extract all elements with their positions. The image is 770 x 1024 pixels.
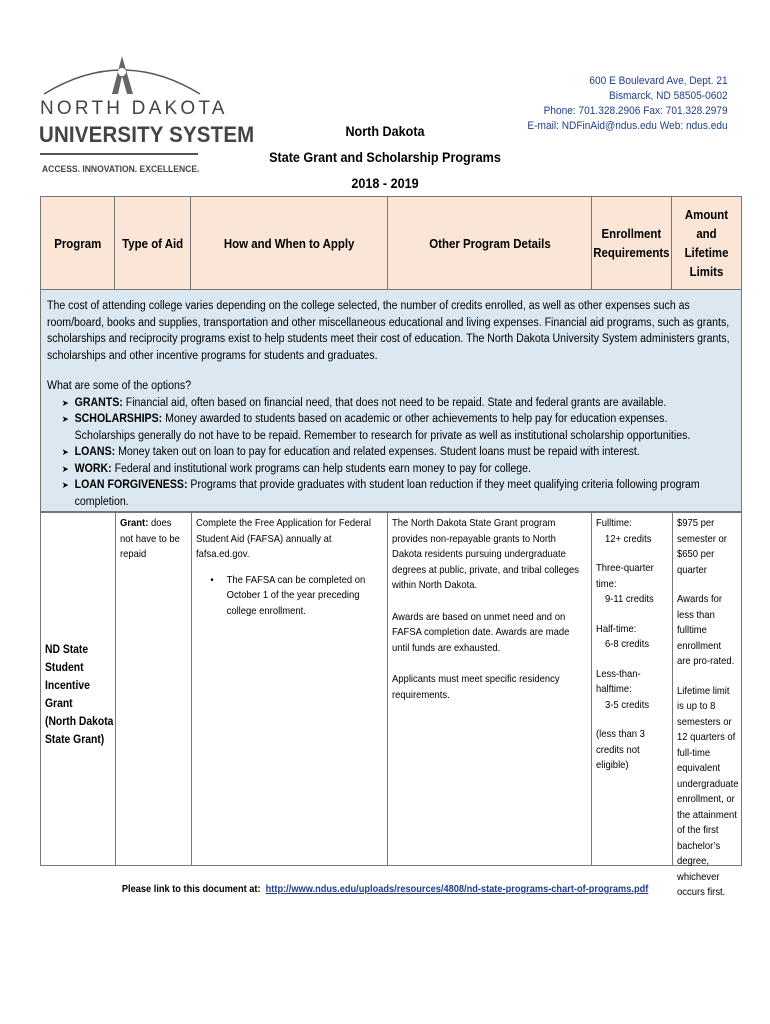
logo-divider xyxy=(40,153,198,155)
arrow-bullet-icon: ➤ xyxy=(61,480,69,490)
amount-cell: $975 per semester or $650 per quarter Awards for less than fulltime enrollment are pro-rated. Lifetime limit is up to 8 semesters or 12 quarters of full-time equivalent undergraduate enrollment, or the attainment of the first bachelor’s degree, whichever occurs first. xyxy=(677,517,739,898)
header-enrollment: Enrollment Requirements xyxy=(592,197,672,289)
title-line-3: 2018 - 2019 xyxy=(351,175,419,191)
list-item: ➤ LOANS: Money taken out on loan to pay for education and related expenses. Student loans must be repaid with interest. xyxy=(62,444,720,461)
arrow-bullet-icon: ➤ xyxy=(61,447,69,457)
title-line-2: State Grant and Scholarship Programs xyxy=(269,149,501,165)
apply-bullet: • The FAFSA can be completed on October 1 of the year preceding college enrollment. xyxy=(210,573,366,617)
header-other-details: Other Program Details xyxy=(388,197,592,289)
header-how-to-apply: How and When to Apply xyxy=(191,197,388,289)
logo-emblem-icon xyxy=(36,50,208,96)
footer-label: Please link to this document at: xyxy=(121,883,261,895)
options-list xyxy=(47,395,720,511)
list-item: ➤ LOAN FORGIVENESS: Programs that provide graduates with student loan reduction if they meet qualifying criteria following program completion. xyxy=(61,479,700,508)
title-line-1: North Dakota xyxy=(345,123,425,139)
footer-link-note xyxy=(0,883,770,895)
list-item: ➤ GRANTS: Financial aid, often based on financial need, that does not need to be repaid. State and federal grants are available. xyxy=(62,395,720,412)
program-name: ND State Student Incentive Grant (North Dakota State Grant) xyxy=(45,644,114,746)
document-link[interactable]: http://www.ndus.edu/uploads/resources/4808/nd-state-programs-chart-of-programs.pdf xyxy=(265,883,649,895)
details-paragraph: Applicants must meet specific residency requirements. xyxy=(392,673,560,701)
program-cell xyxy=(41,513,116,865)
enrollment-note: (less than 3 credits not eligible) xyxy=(596,728,645,771)
address-email[interactable]: E-mail: NDFinAid@ndus.edu Web: ndus.edu xyxy=(527,120,728,132)
type-of-aid-cell: Grant: does not have to be repaid xyxy=(116,513,192,865)
arrow-bullet-icon: ➤ xyxy=(61,463,69,474)
address-phone: Phone: 701.328.2906 Fax: 701.328.2979 xyxy=(543,105,728,117)
apply-text: Complete the Free Application for Federal Student Aid (FAFSA) annually at fafsa.ed.gov. xyxy=(196,517,371,560)
enrollment-cell: Fulltime: 12+ credits Three-quarter time: 9-11 credits Half-time: 6-8 credits Less-than-halftime: 3-5 credits (less than 3 credits not eligible) xyxy=(592,513,673,865)
details-paragraph: The North Dakota State Grant program provides non-repayable grants to North Dakota residents pursuing undergraduate degrees at public, private, and tribal colleges within North Dakota. xyxy=(392,517,580,591)
address-city: Bismarck, ND 58505-0602 xyxy=(609,90,728,102)
header-program: Program xyxy=(41,197,115,289)
intro-section xyxy=(40,290,742,512)
details-paragraph: Awards are based on unmet need and on FAFSA completion date. Awards are made until funds are exhausted. xyxy=(392,610,570,654)
header-amount: Amount and Lifetime Limits xyxy=(684,207,729,279)
bullet-icon: • xyxy=(210,573,214,586)
list-item: ➤ SCHOLARSHIPS: Money awarded to students based on academic or other achievements to help pay for education expenses. Scholarships generally do not have to be repaid. Remember to research for private as well as institutional scholarship opportunities. xyxy=(61,413,691,442)
document-title xyxy=(255,118,516,196)
list-item: ➤ WORK: Federal and institutional work programs can help students earn money to pay for college. xyxy=(62,461,720,478)
other-details-cell xyxy=(388,513,592,865)
options-question: What are some of the options? xyxy=(47,380,192,392)
intro-paragraph: The cost of attending college varies depending on the college selected, the number of credits enrolled, as well as other expenses such as room/board, books and supplies, transportation and other miscellaneous educational and living expenses. Financial aid programs, such as grants, scholarships and reciprocity programs exist to help students meet their cost of education. The North Dakota University System administers grants, scholarships and other incentive programs for students and graduates. xyxy=(47,300,730,362)
logo-line-2: UNIVERSITY SYSTEM xyxy=(39,122,255,147)
logo-line-1: NORTH DAKOTA xyxy=(40,98,228,119)
address-street: 600 E Boulevard Ave, Dept. 21 xyxy=(589,75,728,87)
header-type-of-aid: Type of Aid xyxy=(115,197,191,289)
how-to-apply-cell xyxy=(192,513,388,865)
contact-address xyxy=(528,74,728,134)
logo-tagline: ACCESS. INNOVATION. EXCELLENCE. xyxy=(42,164,200,174)
table-header xyxy=(40,196,742,290)
arrow-bullet-icon: ➤ xyxy=(61,414,69,424)
arrow-bullet-icon: ➤ xyxy=(61,397,69,408)
ndus-logo xyxy=(36,50,255,180)
